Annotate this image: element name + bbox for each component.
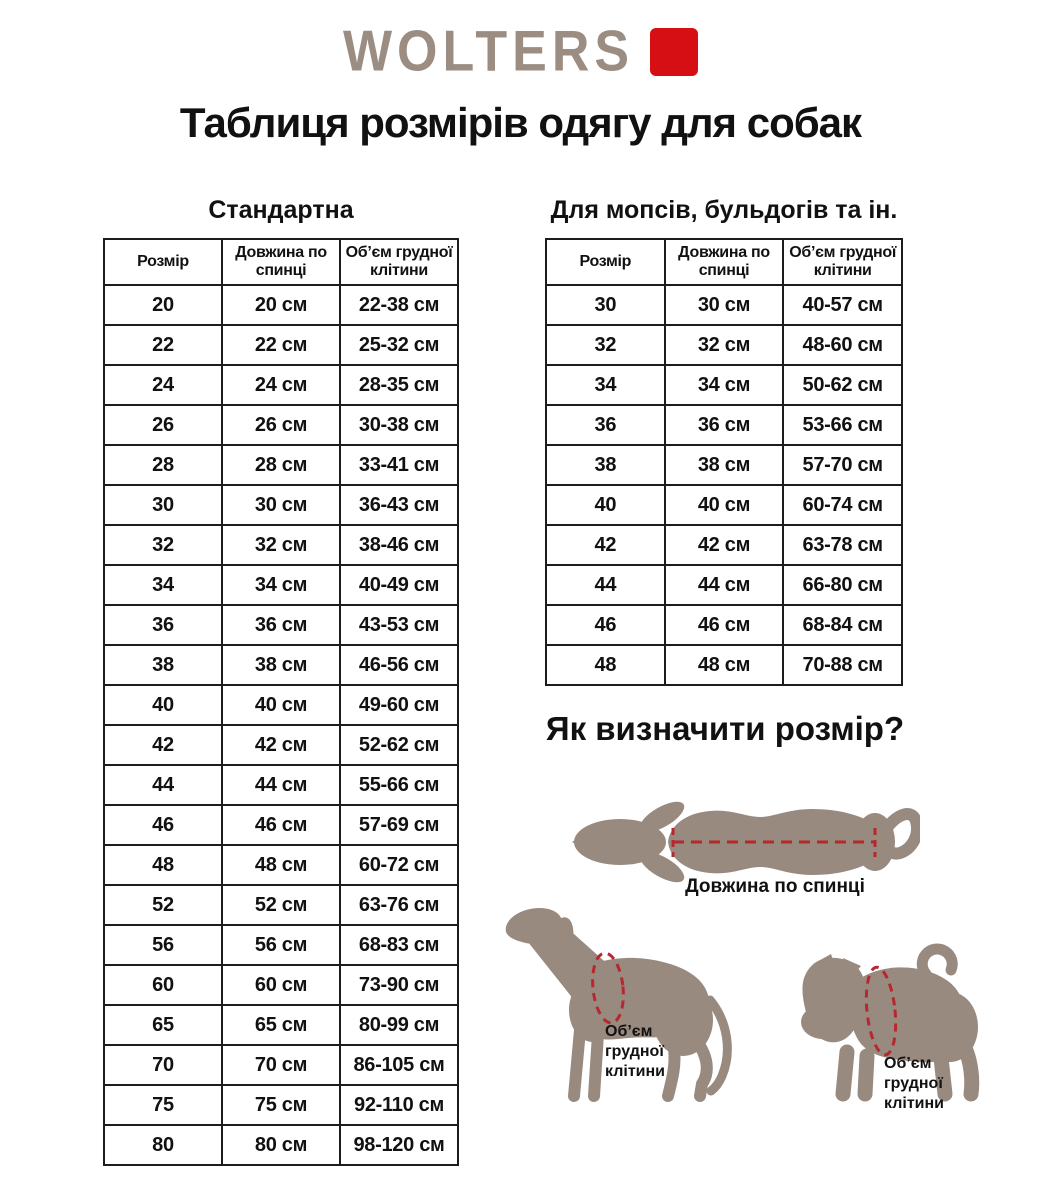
- table-cell: 46 см: [222, 805, 340, 845]
- table-header-row: [546, 239, 902, 285]
- table-cell: 30 см: [665, 285, 784, 325]
- table-cell: 38 см: [222, 645, 340, 685]
- table-cell: 70-88 см: [783, 645, 902, 685]
- table-cell: 50-62 см: [783, 365, 902, 405]
- table-row: [104, 1045, 458, 1085]
- table-cell: 98-120 см: [340, 1125, 458, 1165]
- table-row: [104, 325, 458, 365]
- table-cell: 38 см: [665, 445, 784, 485]
- table-row: [104, 805, 458, 845]
- table-cell: 63-76 см: [340, 885, 458, 925]
- table-cell: 75 см: [222, 1085, 340, 1125]
- table-row: [546, 445, 902, 485]
- standard-table-title: Стандартна: [208, 196, 354, 224]
- chest-label-large-dog: Об’єм грудної клітини: [605, 1023, 665, 1080]
- back-length-label: Довжина по спинці: [685, 876, 865, 897]
- table-cell: 24 см: [222, 365, 340, 405]
- table-cell: 34: [546, 365, 665, 405]
- table-cell: 28 см: [222, 445, 340, 485]
- table-row: [104, 845, 458, 885]
- table-cell: 49-60 см: [340, 685, 458, 725]
- header-cell: Розмір: [104, 239, 222, 285]
- table-row: [104, 565, 458, 605]
- table-cell: 32: [104, 525, 222, 565]
- table-cell: 56 см: [222, 925, 340, 965]
- table-row: [104, 1125, 458, 1165]
- table-row: [104, 605, 458, 645]
- standard-size-table: [103, 238, 459, 1166]
- table-row: [104, 365, 458, 405]
- table-row: [546, 645, 902, 685]
- table-row: [546, 525, 902, 565]
- table-cell: 26: [104, 405, 222, 445]
- table-cell: 56: [104, 925, 222, 965]
- table-cell: 52: [104, 885, 222, 925]
- table-cell: 30: [104, 485, 222, 525]
- table-cell: 60 см: [222, 965, 340, 1005]
- table-row: [104, 645, 458, 685]
- table-cell: 36: [104, 605, 222, 645]
- table-cell: 46: [546, 605, 665, 645]
- table-cell: 43-53 см: [340, 605, 458, 645]
- table-cell: 42 см: [665, 525, 784, 565]
- table-cell: 42: [104, 725, 222, 765]
- table-cell: 42 см: [222, 725, 340, 765]
- table-cell: 28-35 см: [340, 365, 458, 405]
- table-cell: 36 см: [222, 605, 340, 645]
- table-cell: 80-99 см: [340, 1005, 458, 1045]
- table-cell: 80: [104, 1125, 222, 1165]
- table-cell: 52 см: [222, 885, 340, 925]
- table-cell: 40: [104, 685, 222, 725]
- table-cell: 68-83 см: [340, 925, 458, 965]
- table-cell: 92-110 см: [340, 1085, 458, 1125]
- table-row: [104, 485, 458, 525]
- table-row: [546, 405, 902, 445]
- dog-top-view-body: [572, 796, 917, 883]
- table-cell: 24: [104, 365, 222, 405]
- table-cell: 48: [104, 845, 222, 885]
- table-cell: 73-90 см: [340, 965, 458, 1005]
- table-cell: 70 см: [222, 1045, 340, 1085]
- table-cell: 38: [104, 645, 222, 685]
- table-row: [104, 725, 458, 765]
- table-cell: 32: [546, 325, 665, 365]
- chest-label-pug: Об’єм грудної клітини: [884, 1055, 944, 1112]
- table-cell: 55-66 см: [340, 765, 458, 805]
- table-cell: 32 см: [222, 525, 340, 565]
- table-cell: 65: [104, 1005, 222, 1045]
- brand-logo-text: WOLTERS: [342, 20, 635, 84]
- table-cell: 48-60 см: [783, 325, 902, 365]
- table-cell: 44: [546, 565, 665, 605]
- table-cell: 57-69 см: [340, 805, 458, 845]
- table-cell: 68-84 см: [783, 605, 902, 645]
- table-cell: 48 см: [222, 845, 340, 885]
- brand-logo: [0, 20, 1041, 84]
- table-cell: 34 см: [665, 365, 784, 405]
- table-cell: 40 см: [222, 685, 340, 725]
- table-cell: 40-57 см: [783, 285, 902, 325]
- table-row: [104, 525, 458, 565]
- table-cell: 48: [546, 645, 665, 685]
- table-cell: 26 см: [222, 405, 340, 445]
- table-cell: 36: [546, 405, 665, 445]
- table-cell: 40 см: [665, 485, 784, 525]
- pugs-table-title: Для мопсів, бульдогів та ін.: [550, 196, 898, 224]
- table-cell: 46-56 см: [340, 645, 458, 685]
- table-cell: 36-43 см: [340, 485, 458, 525]
- table-row: [546, 565, 902, 605]
- table-row: [104, 685, 458, 725]
- table-cell: 52-62 см: [340, 725, 458, 765]
- table-cell: 60-74 см: [783, 485, 902, 525]
- table-row: [546, 605, 902, 645]
- table-cell: 28: [104, 445, 222, 485]
- table-cell: 53-66 см: [783, 405, 902, 445]
- table-row: [546, 365, 902, 405]
- table-cell: 48 см: [665, 645, 784, 685]
- table-cell: 22-38 см: [340, 285, 458, 325]
- header-cell: Довжина по спинці: [222, 239, 340, 285]
- table-cell: 30: [546, 285, 665, 325]
- table-row: [104, 885, 458, 925]
- table-cell: 46 см: [665, 605, 784, 645]
- table-cell: 44 см: [665, 565, 784, 605]
- header-cell: Об’єм грудної клітини: [340, 239, 458, 285]
- table-cell: 20: [104, 285, 222, 325]
- dog-top-view-silhouette: [550, 773, 920, 883]
- table-cell: 63-78 см: [783, 525, 902, 565]
- table-cell: 60: [104, 965, 222, 1005]
- table-cell: 57-70 см: [783, 445, 902, 485]
- table-cell: 66-80 см: [783, 565, 902, 605]
- table-cell: 38-46 см: [340, 525, 458, 565]
- table-cell: 42: [546, 525, 665, 565]
- table-row: [104, 965, 458, 1005]
- table-cell: 86-105 см: [340, 1045, 458, 1085]
- table-row: [104, 765, 458, 805]
- table-cell: 32 см: [665, 325, 784, 365]
- table-row: [546, 285, 902, 325]
- table-cell: 34 см: [222, 565, 340, 605]
- table-row: [104, 1005, 458, 1045]
- table-cell: 22 см: [222, 325, 340, 365]
- table-cell: 30 см: [222, 485, 340, 525]
- header-cell: Розмір: [546, 239, 665, 285]
- table-cell: 22: [104, 325, 222, 365]
- table-row: [104, 1085, 458, 1125]
- table-cell: 46: [104, 805, 222, 845]
- pugs-size-table: [545, 238, 903, 686]
- table-row: [104, 285, 458, 325]
- table-cell: 80 см: [222, 1125, 340, 1165]
- table-cell: 70: [104, 1045, 222, 1085]
- table-cell: 38: [546, 445, 665, 485]
- table-cell: 44 см: [222, 765, 340, 805]
- table-cell: 25-32 см: [340, 325, 458, 365]
- table-header-row: [104, 239, 458, 285]
- table-row: [546, 325, 902, 365]
- table-cell: 36 см: [665, 405, 784, 445]
- header-cell: Довжина по спинці: [665, 239, 784, 285]
- table-row: [104, 445, 458, 485]
- table-cell: 40: [546, 485, 665, 525]
- table-cell: 44: [104, 765, 222, 805]
- table-cell: 30-38 см: [340, 405, 458, 445]
- table-row: [104, 925, 458, 965]
- table-cell: 75: [104, 1085, 222, 1125]
- table-cell: 20 см: [222, 285, 340, 325]
- table-cell: 34: [104, 565, 222, 605]
- page-title: Таблиця розмірів одягу для собак: [179, 99, 862, 146]
- table-cell: 65 см: [222, 1005, 340, 1045]
- guide-title: Як визначити розмір?: [545, 710, 905, 747]
- table-row: [104, 405, 458, 445]
- brand-red-square-icon: [650, 28, 698, 76]
- table-cell: 33-41 см: [340, 445, 458, 485]
- header-cell: Об’єм грудної клітини: [783, 239, 902, 285]
- table-cell: 40-49 см: [340, 565, 458, 605]
- table-row: [546, 485, 902, 525]
- table-cell: 60-72 см: [340, 845, 458, 885]
